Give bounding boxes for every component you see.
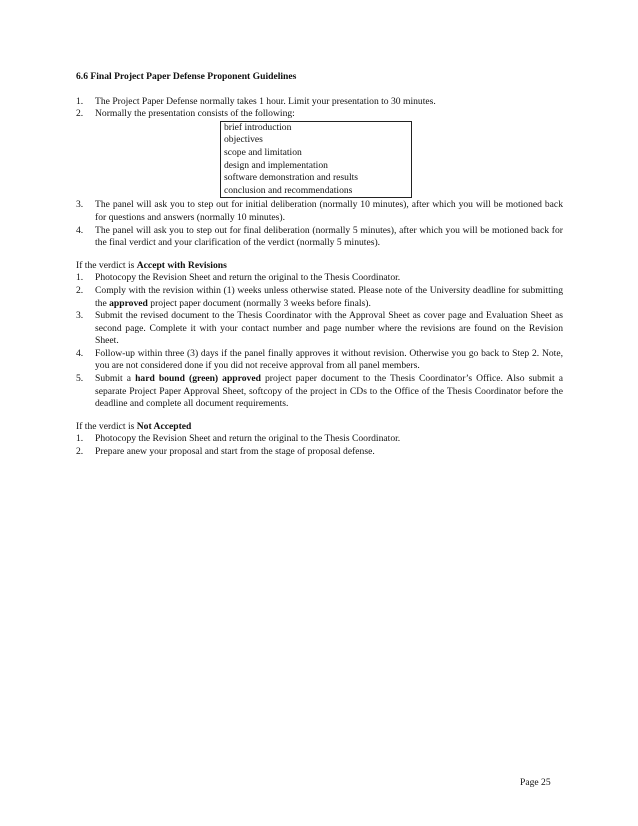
- list-item: [76, 272, 563, 285]
- item-number: 2.: [76, 108, 84, 120]
- list-item: [76, 285, 563, 310]
- item-text: Photocopy the Revision Sheet and return the original to the Thesis Coordinator.: [95, 433, 401, 445]
- item-number: 2.: [76, 284, 84, 296]
- item-number: 1.: [76, 95, 84, 107]
- page-content: [76, 71, 563, 459]
- not-accepted-list: [76, 433, 563, 458]
- item-text: Submit a: [95, 373, 136, 385]
- guidelines-list: [76, 96, 563, 250]
- item-text: Normally the presentation consists of the following:: [95, 108, 295, 120]
- list-item: [76, 96, 563, 109]
- item-text: The Project Paper Defense normally takes 1 hour. Limit your presentation to 30 minutes.: [95, 95, 436, 107]
- revisions-intro: If the verdict is Accept with Revisions: [76, 259, 227, 271]
- box-line: scope and limitation: [224, 146, 302, 158]
- item-number: 3.: [76, 310, 84, 322]
- list-item: [76, 446, 563, 459]
- box-line: design and implementation: [224, 159, 328, 171]
- presentation-contents-box: [220, 121, 412, 199]
- section-heading: 6.6 Final Project Paper Defense Proponent Guidelines: [76, 71, 297, 82]
- page-number: Page 25: [520, 777, 551, 788]
- emphasis: hard bound (green) approved: [135, 373, 261, 385]
- revisions-list: [76, 272, 563, 411]
- item-text: The panel will ask you to step out for final deliberation (normally 5 minutes), after which you will be motioned back for the final verdict and your clarification of the verdict (normally 5 minutes).: [95, 224, 563, 249]
- item-text: Photocopy the Revision Sheet and return the original to the Thesis Coordinator.: [95, 272, 401, 284]
- item-text: Submit the revised document to the Thesis Coordinator with the Approval Sheet as cover page and Evaluation Sheet as second page. Complete it with your contact number and page number where the revisions are found on the Revision Sheet.: [95, 310, 563, 347]
- emphasis: approved: [109, 297, 148, 309]
- item-text: Prepare anew your proposal and start from the stage of proposal defense.: [95, 446, 375, 458]
- item-number: 4.: [76, 347, 84, 359]
- list-item: [76, 348, 563, 373]
- verdict-label: Accept with Revisions: [136, 259, 227, 271]
- item-text: Follow-up within three (3) days if the panel finally approves it without revision. Otherwise you go back to Step 2. Note, you are not considered done if you did not receive approval from all panel members.: [95, 347, 563, 372]
- presentation-contents-box-wrap: [76, 121, 563, 199]
- list-item: [76, 108, 563, 121]
- list-item: [76, 225, 563, 250]
- list-item: [76, 310, 563, 348]
- list-item: [76, 433, 563, 446]
- box-line: conclusion and recommendations: [224, 184, 353, 196]
- item-number: 1.: [76, 272, 84, 284]
- verdict-label: Not Accepted: [136, 420, 192, 432]
- item-number: 4.: [76, 224, 84, 236]
- item-text: project paper document (normally 3 weeks before finals).: [147, 297, 371, 309]
- item-text: project paper document to the Thesis Coordinator’s Office. Also submit a separate Project Paper Approval Sheet, softcopy of the project in CDs to the Office of the Thesis Coordinator before the deadline and complete all document requirements.: [95, 373, 563, 410]
- box-line: objectives: [224, 134, 263, 146]
- box-line: brief introduction: [224, 121, 292, 133]
- box-line: software demonstration and results: [224, 172, 359, 184]
- item-number: 1.: [76, 433, 84, 445]
- item-text: Comply with the revision within (1) weeks unless otherwise stated. Please note of the University deadline for submitting the: [95, 284, 563, 309]
- item-number: 3.: [76, 199, 84, 211]
- not-accepted-intro: If the verdict is Not Accepted: [76, 420, 192, 432]
- item-number: 5.: [76, 373, 84, 385]
- list-item: [76, 373, 563, 411]
- item-number: 2.: [76, 446, 84, 458]
- item-text: The panel will ask you to step out for initial deliberation (normally 10 minutes), after which you will be motioned back for questions and answers (normally 10 minutes).: [95, 199, 563, 223]
- list-item: [76, 199, 563, 224]
